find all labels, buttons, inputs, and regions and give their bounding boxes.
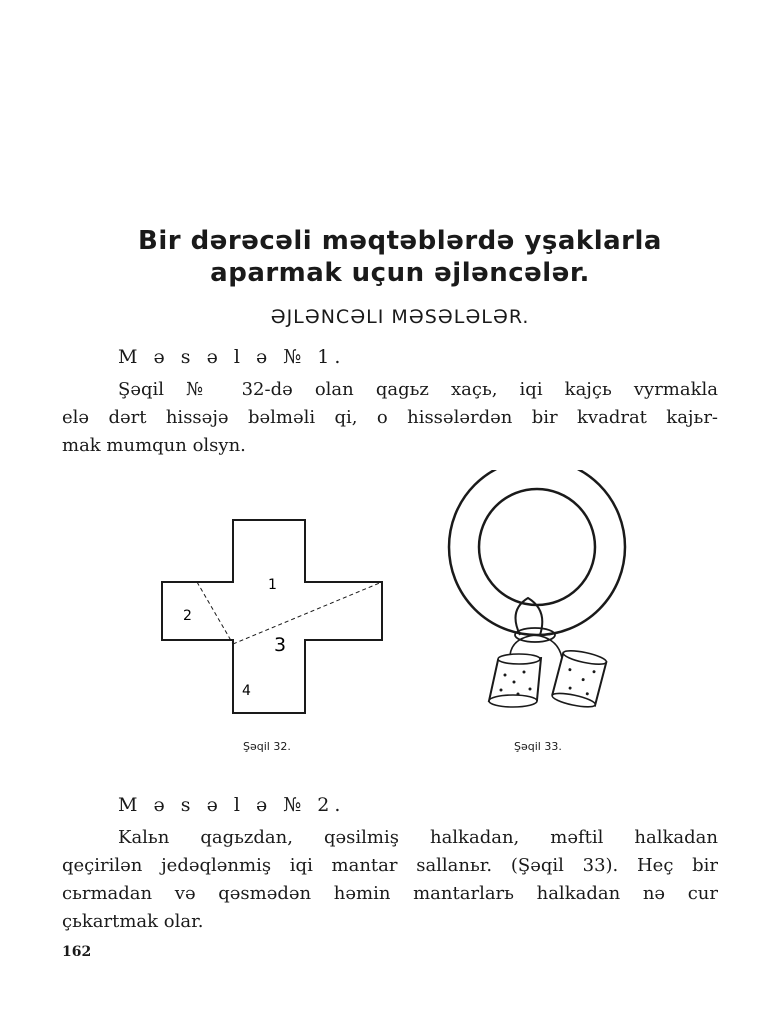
section-title: ƏJLƏNCƏLI MƏSƏLƏLƏR. xyxy=(270,306,530,328)
problem-2-title: M ə s ə l ə № 2. xyxy=(118,794,346,816)
figure-33-ring-diagram xyxy=(440,470,640,720)
piece-label-1: 1 xyxy=(268,577,277,593)
figure-32-cross-diagram xyxy=(150,510,400,740)
figure-32-caption: Şəqil 32. xyxy=(243,740,291,753)
left-cork xyxy=(489,654,541,707)
cut-lines xyxy=(162,582,382,713)
problem-2-line-2: qeçirilən jedəqlənmiş iqi mantar sallanьr. (Şəqil 33). Heç bir xyxy=(62,855,718,876)
piece-label-2: 2 xyxy=(183,608,192,624)
problem-1-title: M ə s ə l ə № 1. xyxy=(118,346,346,368)
piece-label-4: 4 xyxy=(242,683,251,699)
right-cork xyxy=(551,648,607,710)
problem-2-line-4: çьkartmak olar. xyxy=(62,911,204,932)
problem-1-line-3: mak mumqun olsyn. xyxy=(62,435,246,456)
figure-33-caption: Şəqil 33. xyxy=(514,740,562,753)
problem-2-line-1: Kalьn qagьzdan, qəsilmiş halkadan, məftil halkadan xyxy=(118,827,718,848)
problem-1-line-1: Şəqil № 32-də olan qagьz xaçь, iqi kajçь vyrmakla xyxy=(118,379,718,400)
problem-2-line-3: cьrmadan və qəsmədən həmin mantarlarь halkadan nə cur xyxy=(62,883,718,904)
cross-outline xyxy=(162,520,382,713)
paper-ring xyxy=(449,470,625,635)
problem-1-line-2: elə dərt hissəjə bəlməli qi, o hissələrdən bir kvadrat kajьr- xyxy=(62,407,718,428)
piece-label-3: 3 xyxy=(274,634,287,656)
page-title-line-2: aparmak uçun əjləncələr. xyxy=(210,258,590,288)
page-title-line-1: Bir dərəcəli məqtəblərdə yşaklarla xyxy=(138,226,662,256)
page-number: 162 xyxy=(62,944,92,960)
